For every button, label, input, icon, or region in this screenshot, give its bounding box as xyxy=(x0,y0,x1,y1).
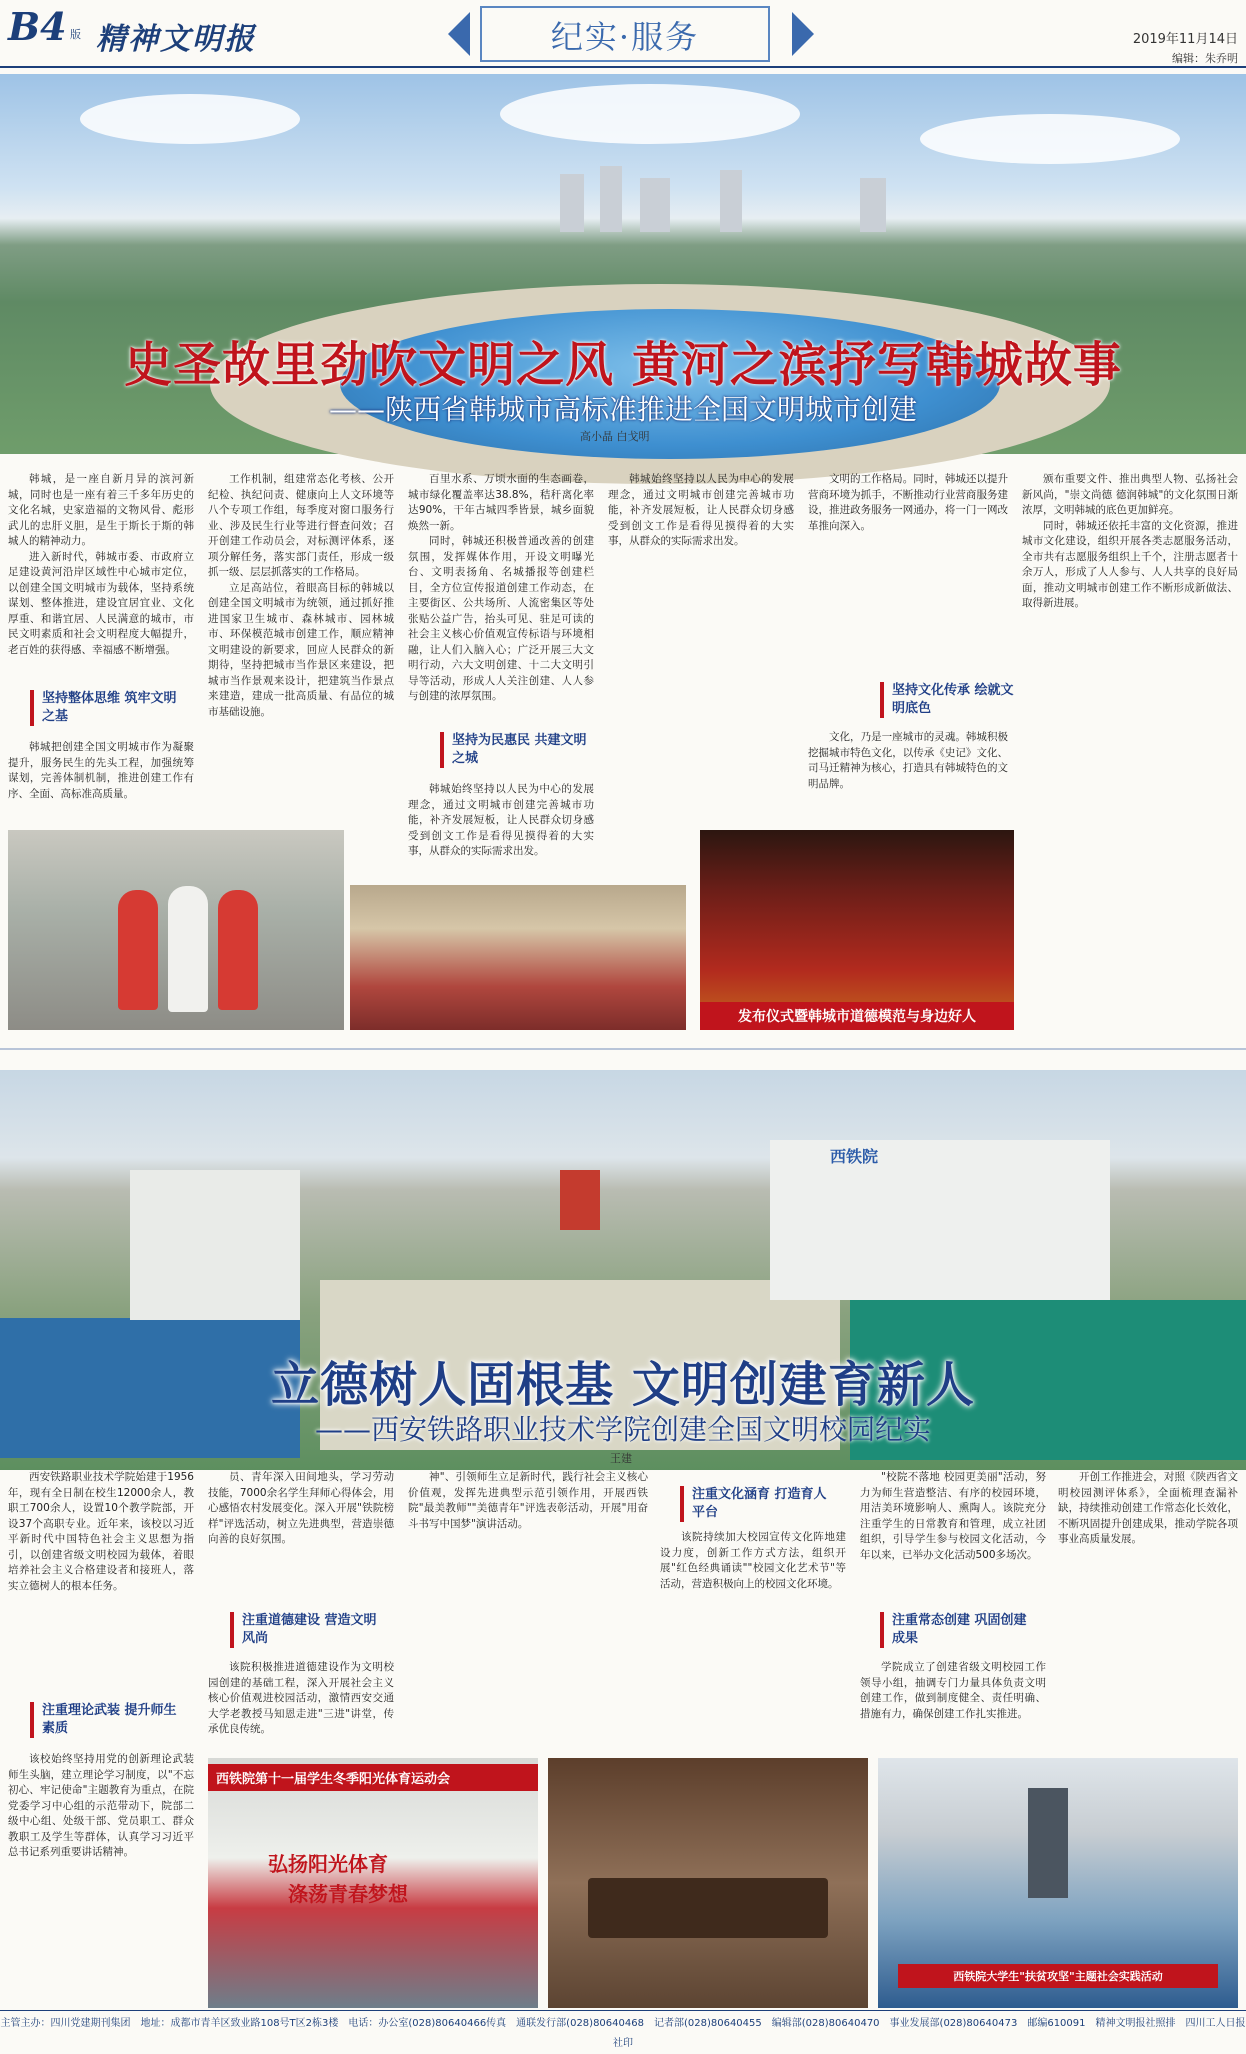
paragraph: 文明的工作格局。同时，韩城还以提升营商环境为抓手，不断推动行业营商服务建设，推进政务服务一网通办，将一门一网改革推向深入。 xyxy=(808,473,1008,532)
paragraph: 同时，韩城还依托丰富的文化资源，推进城市文化建设，组织开展各类志愿服务活动，全市共有志愿服务组织上千个，注册志愿者十余万人，形成了人人参与、人人共享的良好局面，推动文明城市创建工作不断形成新做法、取得新进展。 xyxy=(1022,519,1238,609)
paragraph: 百里水系、万顷水面的生态画卷，城市绿化覆盖率达38.8%，秸秆离化率达90%，干年古城四季皆景，城乡面貌焕然一新。 xyxy=(408,473,594,532)
building-shape xyxy=(560,174,584,232)
photo-meeting-room xyxy=(548,1758,868,2008)
table-shape xyxy=(588,1878,828,1938)
header-rule xyxy=(0,66,1246,68)
paragraph: 文化，乃是一座城市的灵魂。韩城积极挖掘城市特色文化，以传承《史记》文化、司马迁精神为核心，打造具有韩城特色的文明品牌。 xyxy=(808,731,1008,790)
article1-subhead-2: 坚持为民惠民 共建文明之城 xyxy=(440,732,590,768)
article1-subhead-3: 坚持文化传承 绘就文明底色 xyxy=(880,682,1020,718)
photo-banner: 西铁院第十一届学生冬季阳光体育运动会 xyxy=(208,1764,538,1791)
article2-col1-bottom xyxy=(8,1752,194,2004)
issue-date: 2019年11月14日 xyxy=(1132,32,1238,47)
article2-col5-bottom xyxy=(860,1660,1046,1750)
article1-col5-bottom xyxy=(808,730,1008,822)
photo-volunteers xyxy=(8,830,344,1030)
person-shape xyxy=(168,886,208,1012)
article1-col3 xyxy=(408,472,594,722)
paragraph: 员、青年深入田间地头，学习劳动技能，7000余名学生拜师心得体会，用心感悟农村发展变化。深入开展"铁院榜样"评选活动，树立先进典型，营造崇德向善的良好氛围。 xyxy=(208,1471,394,1545)
article2-col2 xyxy=(208,1470,394,1600)
article2-col6 xyxy=(1058,1470,1238,1750)
article2-col5 xyxy=(860,1470,1046,1600)
article1-subhead-1: 坚持整体思维 筑牢文明之基 xyxy=(30,690,180,726)
section-title: 纪实·服务 xyxy=(550,18,700,56)
paragraph: 进入新时代，韩城市委、市政府立足建设黄河沿岸区域性中心城市定位，以创建全国文明城市为载体，坚持系统谋划、整体推进，建设宜居宜业、文化厚重、和谐宜居、人民满意的城市，市民文明素质和社会文明程度大幅提升，老百姓的获得感、幸福感不断增强。 xyxy=(8,550,194,656)
page-number-suffix: 版 xyxy=(70,28,81,41)
campus-sign: 西铁院 xyxy=(830,1147,879,1166)
page-number: B4 xyxy=(8,4,67,49)
cloud-shape xyxy=(80,94,300,144)
article2-col2-bottom xyxy=(208,1660,394,1750)
photo-sports-meet xyxy=(208,1758,538,2008)
building-shape xyxy=(640,178,670,232)
cloud-shape xyxy=(500,84,800,144)
article1-col3-bottom xyxy=(408,782,594,857)
article1-subhead: ——陕西省韩城市高标准推进全国文明城市创建 xyxy=(328,393,917,426)
arrow-right-icon xyxy=(792,12,814,56)
section-divider xyxy=(0,1048,1246,1050)
article2-headline: 立德树人固根基 文明创建育新人 xyxy=(271,1357,975,1413)
building-shape xyxy=(770,1140,1110,1300)
building-shape xyxy=(860,178,886,232)
paragraph: 韩城始终坚持以人民为中心的发展理念，通过文明城市创建完善城市功能，补齐发展短板，让人民群众切身感受到创文工作是看得见摸得着的大实事，从群众的实际需求出发。 xyxy=(608,473,794,547)
paragraph: 立足高站位，着眼高目标的韩城以创建全国文明城市为统领，通过抓好推进国家卫生城市、森林城市、园林城市、环保模范城市创建工作，顺应精神文明建设的新要求，回应人民群众的新期待，坚持把城市当作景区来建设，把城市当作景观来设计，把建筑当作景点来建造，建成一批高质量、有品位的城市基础设施。 xyxy=(208,581,394,718)
photo-student-group xyxy=(878,1758,1238,2008)
article2-subhead-2: 注重道德建设 营造文明风尚 xyxy=(230,1612,380,1648)
article1-col2 xyxy=(208,472,394,822)
article2-byline: 王建 xyxy=(610,1452,632,1465)
paragraph: 该院持续加大校园宣传文化阵地建设力度，创新工作方式方法，组织开展"红色经典诵读""校园文化艺术节"等活动，营造积极向上的校园文化环境。 xyxy=(660,1531,846,1590)
building-shape xyxy=(130,1170,300,1320)
article1-col1-top xyxy=(8,472,194,682)
photo-banner: 发布仪式暨韩城市道德模范与身边好人 xyxy=(700,1002,1014,1030)
editor-credit: 编辑：朱乔明 xyxy=(1172,52,1238,65)
masthead-logo: 精神文明报 xyxy=(96,22,256,57)
article1-headline: 史圣故里劲吹文明之风 黄河之滨抒写韩城故事 xyxy=(124,337,1122,393)
photo-award-stage xyxy=(700,830,1014,1030)
paragraph: 颁布重要文件、推出典型人物、弘扬社会新风尚，"崇文尚德 德润韩城"的文化氛围日渐浓厚，文明韩城的底色更加鲜亮。 xyxy=(1022,473,1238,516)
paragraph: 学院成立了创建省级文明校园工作领导小组，抽调专门力量具体负责文明创建工作，做到制度健全、责任明确、措施有力，确保创建工作扎实推进。 xyxy=(860,1661,1046,1720)
article1-byline: 高小晶 白戈明 xyxy=(580,430,650,443)
footer-rule xyxy=(0,2010,1246,2011)
footer-info: 主管主办：四川党建期刊集团 地址：成都市青羊区致业路108号T区2栋3楼 电话：办公室(028)80640466传真 通联发行部(028)80640468 记者部(028)80640455 编辑部(028)80640470 事业发展部(028)80640473 邮编610091 精神文明报社照排 四川工人日报社印 xyxy=(0,2018,1246,2049)
cloud-shape xyxy=(920,114,1180,164)
slogan-text: 涤荡青春梦想 xyxy=(288,1882,408,1906)
paragraph: 韩城把创建全国文明城市作为凝聚提升，服务民生的先头工程，加强统筹谋划，完善体制机制，推进创建工作有序、全面、高标准高质量。 xyxy=(8,741,194,800)
paragraph: 工作机制，组建常态化考核、公开纪检、执纪问责、健康向上人文环境等八个专项工作组，每季度对窗口服务行业、涉及民生行业等进行督查问效；召开创建工作动员会，对标测评体系，逐项分解任务，落实部门责任，形成一级抓一级、层层抓落实的工作格局。 xyxy=(208,473,394,578)
statue-shape xyxy=(1028,1788,1068,1898)
paragraph: 韩城，是一座自新月异的滨河新城，同时也是一座有着三千多年历史的文化名城，史家造福的文物风骨、彪形武儿的忠肝义胆，是生于斯长于斯的韩城人的精神动力。 xyxy=(8,473,194,547)
article2-col4 xyxy=(660,1530,846,1750)
paragraph: 该院积极推进道德建设作为文明校园创建的基础工程，深入开展社会主义核心价值观进校园活动，激情西安交通大学老教授马知恩走进"三进"讲堂，传承优良传统。 xyxy=(208,1661,394,1735)
paragraph: 开创工作推进会，对照《陕西省文明校园测评体系》，全面梳理查漏补缺，持续推动创建工作常态化长效化，不断巩固提升创建成果，推动学院各项事业高质量发展。 xyxy=(1058,1471,1238,1545)
arrow-left-icon xyxy=(448,12,470,56)
slogan-text: 弘扬阳光体育 xyxy=(268,1852,388,1876)
article2-col1-top xyxy=(8,1470,194,1695)
article1-col1-bottom xyxy=(8,740,194,820)
article2-subhead-4: 注重常态创建 巩固创建成果 xyxy=(880,1612,1030,1648)
person-shape xyxy=(118,890,158,1010)
article2-col3 xyxy=(408,1470,648,1750)
photo-ceremony xyxy=(350,885,686,1030)
article2-subhead-1: 注重理论武装 提升师生素质 xyxy=(30,1702,180,1738)
gate-shape xyxy=(560,1170,600,1230)
paragraph: "校院不落地 校园更美丽"活动，努力为师生营造整洁、有序的校园环境，用洁美环境影响人、熏陶人。该院充分注重学生的日常教育和管理，成立社团组织，引导学生参与校园文化活动，今年以来，已举办文化活动500多场次。 xyxy=(860,1471,1046,1561)
article2-subhead-3: 注重文化涵育 打造育人平台 xyxy=(680,1486,830,1522)
article1-col6 xyxy=(1022,472,1238,1032)
paragraph: 该校始终坚持用党的创新理论武装师生头脑，建立理论学习制度，以"不忘初心、牢记使命"主题教育为重点，在院党委学习中心组的示范带动下，院部二级中心组、处级干部、党员职工、群众教职工及学生等群体，认真学习习近平总书记系列重要讲话精神。 xyxy=(8,1753,194,1858)
article1-col4 xyxy=(608,472,794,822)
paragraph: 西安铁路职业技术学院始建于1956年，现有全日制在校生12000余人，教职工700余人，设置10个教学院部，开设37个高职专业。近年来，该校以习近平新时代中国特色社会主义思想为指引，以创建省级文明校园为载体，着眼培养社会主义合格建设者和接班人，落实立德树人的根本任务。 xyxy=(8,1471,194,1592)
building-shape xyxy=(600,166,622,232)
article2-subhead: ——西安铁路职业技术学院创建全国文明校园纪实 xyxy=(314,1413,931,1446)
paragraph: 同时，韩城还积极普通改善的创建氛围，发挥媒体作用，开设文明曝光台、文明表扬角、名城播报等创建栏目，全方位宣传报道创建工作动态，在主要街区、公共场所、人流密集区等处张贴公益广告，抬头可见、驻足可读的社会主义核心价值观宣传标语与环境相融，让人们入脑入心；广泛开展三大文明行动，六大文明创建、十二大文明引导等活动，形成人人关注创建、人人参与创建的浓厚氛围。 xyxy=(408,535,594,702)
photo-banner: 西铁院大学生"扶贫攻坚"主题社会实践活动 xyxy=(898,1964,1218,1988)
person-shape xyxy=(218,890,258,1010)
paragraph: 韩城始终坚持以人民为中心的发展理念，通过文明城市创建完善城市功能，补齐发展短板，让人民群众切身感受到创文工作是看得见摸得着的大实事，从群众的实际需求出发。 xyxy=(408,783,594,857)
building-shape xyxy=(720,170,742,232)
paragraph: 神"、引领师生立足新时代，践行社会主义核心价值观，发挥先进典型示范引领作用，开展西铁院"最美教师""美德青年"评选表彰活动，开展"用奋斗书写中国梦"演讲活动。 xyxy=(408,1471,648,1530)
article1-col5 xyxy=(808,472,1008,672)
